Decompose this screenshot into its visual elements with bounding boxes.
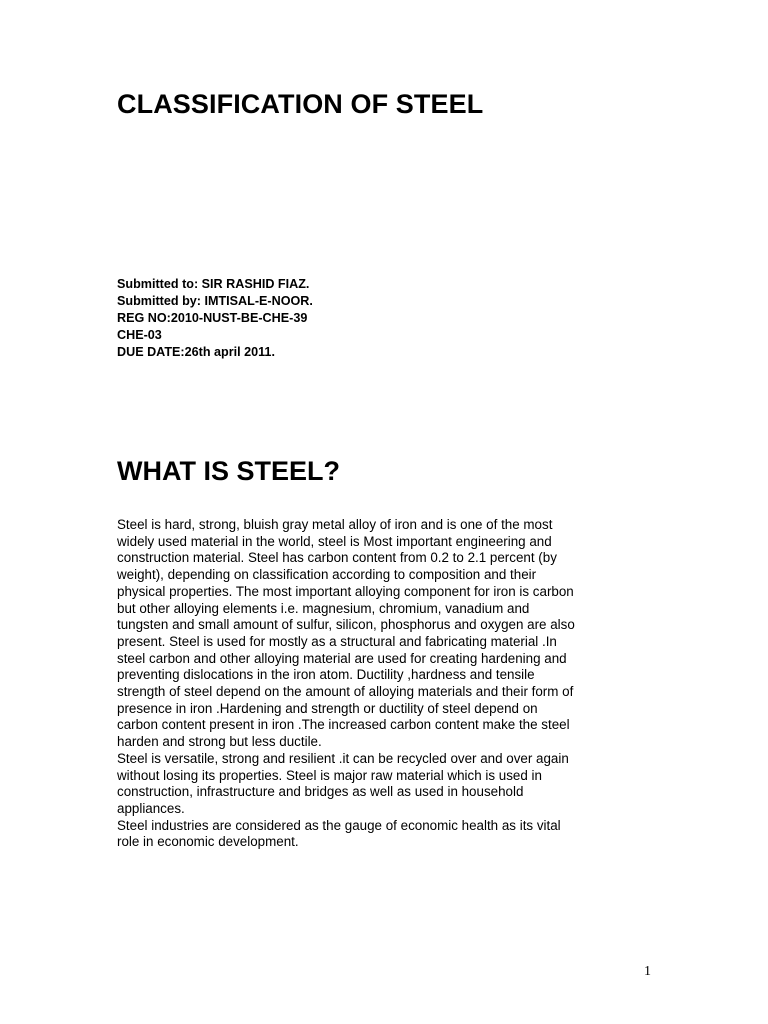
due-date: DUE DATE:26th april 2011. bbox=[117, 345, 275, 359]
body-line: steel carbon and other alloying material are used for creating hardening and bbox=[117, 650, 567, 666]
body-line: but other alloying elements i.e. magnesium, chromium, vanadium and bbox=[117, 600, 530, 616]
body-line: widely used material in the world, steel is Most important engineering and bbox=[117, 533, 552, 549]
page-number: 1 bbox=[644, 964, 651, 979]
body-line: presence in iron .Hardening and strength or ductility of steel depend on bbox=[117, 700, 538, 716]
body-line: construction material. Steel has carbon content from 0.2 to 2.1 percent (by bbox=[117, 550, 557, 566]
section-heading: WHAT IS STEEL? bbox=[117, 456, 340, 486]
submission-details bbox=[117, 276, 313, 361]
document-title: CLASSIFICATION OF STEEL bbox=[117, 89, 484, 119]
submitted-by: Submitted by: IMTISAL-E-NOOR. bbox=[117, 294, 313, 308]
body-line: Steel is versatile, strong and resilient .it can be recycled over and over again bbox=[117, 750, 569, 766]
class-code: CHE-03 bbox=[117, 328, 162, 342]
body-line: appliances. bbox=[117, 800, 185, 816]
body-line: present. Steel is used for mostly as a structural and fabricating material .In bbox=[117, 633, 557, 649]
body-line: tungsten and small amount of sulfur, silicon, phosphorus and oxygen are also bbox=[117, 617, 575, 633]
body-paragraph bbox=[117, 517, 575, 851]
body-line: carbon content present in iron .The increased carbon content make the steel bbox=[117, 717, 570, 733]
body-line: preventing dislocations in the iron atom. Ductility ,hardness and tensile bbox=[117, 667, 535, 683]
submitted-to: Submitted to: SIR RASHID FIAZ. bbox=[117, 277, 310, 291]
body-line: role in economic development. bbox=[117, 834, 299, 850]
registration-number: REG NO:2010-NUST-BE-CHE-39 bbox=[117, 311, 308, 325]
body-line: Steel is hard, strong, bluish gray metal alloy of iron and is one of the most bbox=[117, 517, 553, 532]
body-line: weight), depending on classification according to composition and their bbox=[117, 567, 537, 583]
body-line: physical properties. The most important alloying component for iron is carbon bbox=[117, 583, 574, 599]
body-line: Steel industries are considered as the gauge of economic health as its vital bbox=[117, 817, 561, 833]
body-line: harden and strong but less ductile. bbox=[117, 734, 322, 750]
body-line: construction, infrastructure and bridges as well as used in household bbox=[117, 784, 524, 800]
body-line: without losing its properties. Steel is major raw material which is used in bbox=[117, 767, 542, 783]
body-line: strength of steel depend on the amount of alloying materials and their form of bbox=[117, 684, 574, 700]
